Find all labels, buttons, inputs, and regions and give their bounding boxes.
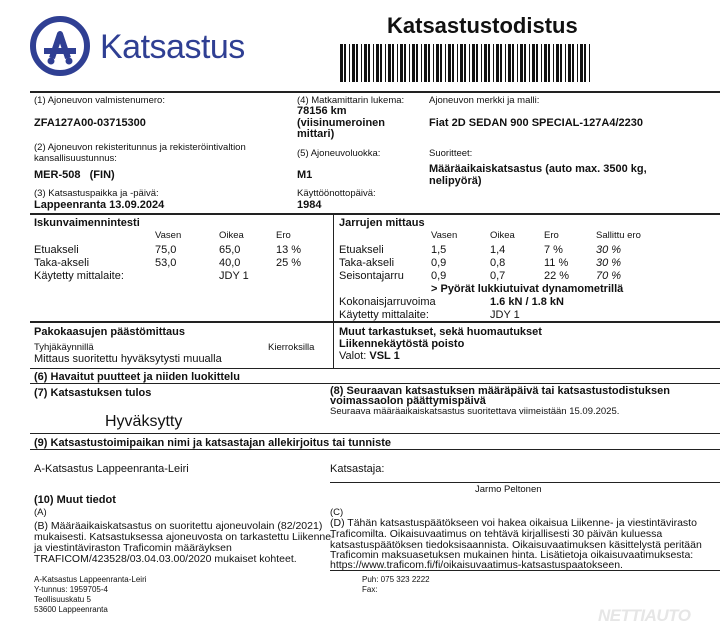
table-row (339, 257, 676, 270)
brakes-cell: 30 % (596, 257, 622, 269)
section-10-b-4: TRAFICOM/423528/03.04.03.00/2020 mukaiset kohteet. (34, 553, 297, 565)
shock-table (34, 230, 326, 283)
brakes-device: JDY 1 (490, 309, 520, 321)
emissions-idle-label: Tyhjäkäynnillä (34, 342, 94, 353)
other-title: Muut tarkastukset, sekä huomautukset (339, 326, 542, 338)
shock-cell: 65,0 (219, 244, 241, 256)
table-row (34, 244, 326, 257)
emissions-result: Mittaus suoritettu hyväksytysti muualla (34, 353, 222, 365)
make-label: Ajoneuvon merkki ja malli: (429, 95, 540, 106)
station-name: A-Katsastus Lappeenranta-Leiri (34, 463, 189, 475)
performed-label: Suoritteet: (429, 148, 473, 159)
reg-label-2: kansallisuustunnus: (34, 153, 117, 164)
shock-header: Ero (276, 230, 291, 241)
emissions-rpm-label: Kierroksilla (268, 342, 315, 353)
barcode-icon (340, 44, 590, 82)
odometer-label: (4) Matkamittarin lukema: (297, 95, 405, 106)
other-valot (339, 350, 400, 362)
shock-cell: 53,0 (155, 257, 177, 269)
shock-cell: 25 % (276, 257, 302, 269)
brakes-cell: 0,9 (431, 257, 447, 269)
shock-cell: 40,0 (219, 257, 241, 269)
section-10-d-3: katsastuspäätöksen tiedoksisaannista. Oikaisuvaatimuksen käsittelystä peritään (330, 539, 702, 551)
section-10-b-3: ja viestintäviraston Traficomin määräyksen (34, 542, 232, 554)
brand-name: Katsastus (100, 28, 245, 66)
footer-phone: Puh: 075 323 2222 (362, 575, 430, 584)
barcode (340, 44, 590, 82)
brakes-cell: Etuakseli (339, 244, 384, 256)
table-row (339, 270, 676, 283)
section-9-title: (9) Katsastustoimipaikan nimi ja katsastajan allekirjoitus tai tunniste (34, 437, 391, 449)
brakes-cell: 1,5 (431, 244, 447, 256)
section-10-b-2: mukaisesti. Katsastuksessa ajoneuvosta on tarkastettu Liikenne- (34, 531, 335, 543)
other-valot-label: Valot: (339, 350, 367, 362)
footer-fax: Fax: (362, 585, 378, 594)
brakes-header: Oikea (490, 230, 515, 241)
brakes-cell: 70 % (596, 270, 622, 282)
emissions-title: Pakokaasujen päästömittaus (34, 326, 186, 338)
brakes-header: Sallittu ero (596, 230, 641, 241)
brand-logo-icon (30, 16, 90, 76)
other-line1: Liikennekäytöstä poisto (339, 338, 465, 350)
performed-value-2: nelipyörä) (429, 175, 482, 187)
make-value: Fiat 2D SEDAN 900 SPECIAL-127A4/2230 (429, 117, 643, 129)
brakes-cell: Taka-akseli (339, 257, 395, 269)
section-10-c: (C) (330, 507, 344, 518)
brakes-title: Jarrujen mittaus (339, 217, 425, 229)
section-8-title-2: voimassaolon päättymispäivä (330, 395, 486, 407)
intro-label: Käyttöönottopäivä: (297, 188, 376, 199)
shock-header: Oikea (219, 230, 244, 241)
shock-header: Vasen (155, 230, 182, 241)
table-row (339, 283, 676, 296)
table-row (339, 244, 676, 257)
watermark: NETTIAUTO (598, 606, 691, 625)
brakes-total-label: Kokonaisjarruvoima (339, 296, 436, 308)
section-8-text: Seuraava määräaikaiskatsastus suoritettava viimeistään 15.09.2025. (330, 406, 620, 417)
section-6-title: (6) Havaitut puutteet ja niiden luokittelu (34, 371, 240, 383)
place-value: Lappeenranta 13.09.2024 (34, 199, 165, 211)
class-label: (5) Ajoneuvoluokka: (297, 148, 381, 159)
footer-company: A-Katsastus Lappeenranta-Leiri (34, 575, 147, 584)
odometer-note-2: mittari) (297, 128, 335, 140)
table-row (34, 270, 326, 283)
shock-cell: Etuakseli (34, 244, 79, 256)
footer-postal: 53600 Lappeenranta (34, 605, 108, 614)
table-row (339, 296, 676, 309)
odometer-value: 78156 km (297, 105, 347, 117)
table-row (34, 257, 326, 270)
shock-device: JDY 1 (219, 270, 249, 282)
shock-cell: 13 % (276, 244, 302, 256)
footer-street: Teollisuuskatu 5 (34, 595, 91, 604)
place-label: (3) Katsastuspaikka ja -päivä: (34, 188, 159, 199)
inspector-name: Jarmo Peltonen (475, 484, 542, 495)
odometer-note-1: (viisinumeroinen (297, 117, 386, 129)
document-title: Katsastustodistus (387, 13, 578, 38)
footer-ytunnus: Y-tunnus: 1959705-4 (34, 585, 108, 594)
shock-title: Iskunvaimennintesti (34, 217, 140, 229)
shock-cell: 75,0 (155, 244, 177, 256)
table-row (339, 309, 676, 322)
shock-device-label: Käytetty mittalaite: (34, 270, 124, 282)
brakes-cell: 0,7 (490, 270, 506, 282)
class-value: M1 (297, 169, 313, 181)
vin-label: (1) Ajoneuvon valmistenumero: (34, 95, 165, 106)
section-10-b-1: (B) Määräaikaiskatsastus on suoritettu ajoneuvolain (82/2021) (34, 520, 323, 532)
brakes-header (339, 230, 431, 244)
intro-value: 1984 (297, 199, 322, 211)
brakes-note: > Pyörät lukkiutuivat dynamometrillä (431, 283, 624, 295)
performed-value-1: Määräaikaiskatsastus (auto max. 3500 kg, (429, 163, 647, 175)
section-10-d-5: https://www.traficom.fi/fi/oikaisuvaatimus-katsastuspaatokseen. (330, 559, 623, 571)
brand-logo (30, 16, 260, 76)
brakes-cell: 22 % (544, 270, 570, 282)
section-10-a: (A) (34, 507, 47, 518)
section-10-d-2: Traficomilta. Oikaisuvaatimus on tehtävä kirjallisesti 30 päivän kuluessa (330, 528, 663, 540)
vin-value: ZFA127A00-03715300 (34, 117, 146, 129)
other-valot-value: VSL 1 (369, 350, 400, 362)
brakes-cell: 0,8 (490, 257, 506, 269)
section-10-d-4: Traficomin maksuasetuksen mukainen hinta. Lisätietoja oikaisuvaatimuksesta: (330, 549, 694, 561)
brakes-device-label: Käytetty mittalaite: (339, 309, 429, 321)
brakes-cell: 30 % (596, 244, 622, 256)
brakes-cell: 11 % (544, 257, 569, 269)
brakes-header: Ero (544, 230, 559, 241)
inspector-label: Katsastaja: (330, 463, 385, 475)
brakes-cell: 0,9 (431, 270, 447, 282)
section-10-d-1: (D) Tähän katsastuspäätökseen voi hakea oikaisua Liikenne- ja viestintävirasto (330, 517, 697, 529)
brakes-cell: Seisontajarru (339, 270, 404, 282)
section-8-title-1: (8) Seuraavan katsastuksen määräpäivä tai katsastustodistuksen (330, 385, 670, 397)
shock-cell: Taka-akseli (34, 257, 90, 269)
inspection-result: Hyväksytty (105, 413, 183, 430)
brakes-table (339, 230, 676, 322)
shock-header (34, 230, 155, 244)
reg-value: MER-508 (FIN) (34, 169, 115, 181)
reg-label-1: (2) Ajoneuvon rekisteritunnus ja rekisteröintivaltion (34, 142, 246, 153)
brakes-cell: 7 % (544, 244, 563, 256)
brakes-total: 1.6 kN / 1.8 kN (490, 296, 564, 308)
brakes-cell: 1,4 (490, 244, 506, 256)
section-10-title: (10) Muut tiedot (34, 494, 116, 506)
brakes-header: Vasen (431, 230, 458, 241)
section-7-title: (7) Katsastuksen tulos (34, 387, 152, 399)
